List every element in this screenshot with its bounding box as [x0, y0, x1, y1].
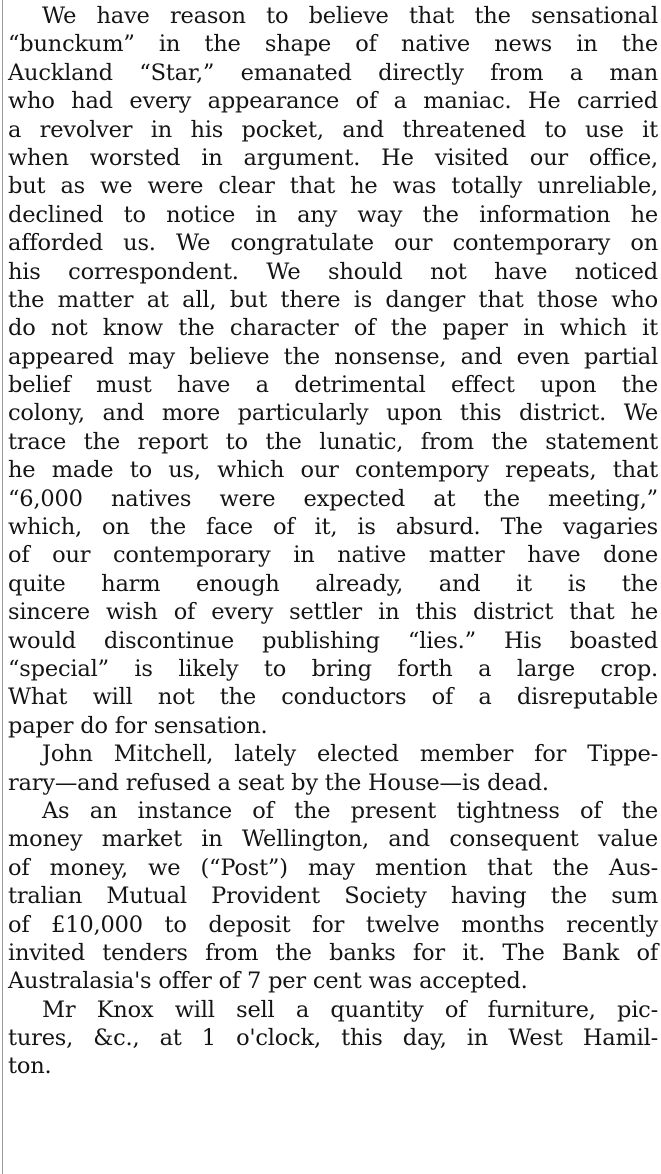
newspaper-column — [8, 2, 658, 1081]
text-line: rary—and refused a seat by the House—is dead. — [8, 769, 549, 796]
text-line: the matter at all, but there is danger that those who — [8, 286, 658, 313]
paragraph-john-mitchell — [8, 740, 658, 797]
text-line: he made to us, which our contempory repeats, that — [8, 457, 658, 484]
text-line: who had every appearance of a maniac. He carried — [8, 88, 658, 115]
text-line: “bunckum” in the shape of native news in the — [8, 31, 658, 58]
text-line: of £10,000 to deposit for twelve months recently — [8, 911, 658, 938]
text-line: a revolver in his pocket, and threatened to use it — [8, 116, 658, 143]
text-line: belief must have a detrimental effect upon the — [8, 372, 658, 399]
text-line: declined to notice in any way the information he — [8, 201, 658, 228]
text-line: “6,000 natives were expected at the meeting,” — [8, 485, 658, 512]
text-line: invited tenders from the banks for it. The Bank of — [8, 939, 658, 966]
paragraph-mr-knox — [8, 996, 658, 1081]
text-line: Mr Knox will sell a quantity of furniture, pic- — [42, 996, 658, 1023]
text-line: which, on the face of it, is absurd. The vagaries — [8, 514, 658, 541]
paragraph-money-market — [8, 797, 658, 996]
text-line: What will not the conductors of a disreputable — [8, 684, 658, 711]
text-line: money market in Wellington, and consequent value — [8, 826, 658, 853]
text-line: Australasia's offer of 7 per cent was accepted. — [8, 968, 528, 995]
text-line: do not know the character of the paper in which it — [8, 315, 658, 342]
text-line: paper do for sensation. — [8, 712, 268, 739]
text-line: “special” is likely to bring forth a large crop. — [8, 655, 658, 682]
text-line: ton. — [8, 1053, 52, 1080]
text-line: appeared may believe the nonsense, and even partial — [8, 343, 658, 370]
text-line: of our contemporary in native matter have done — [8, 542, 658, 569]
text-line: trace the report to the lunatic, from the statement — [8, 428, 658, 455]
text-line: when worsted in argument. He visited our office, — [8, 144, 658, 171]
text-line: afforded us. We congratulate our contemporary on — [8, 230, 658, 257]
text-line: As an instance of the present tightness of the — [42, 797, 658, 824]
text-line: his correspondent. We should not have noticed — [8, 258, 658, 285]
text-line: of money, we (“Post”) may mention that the Aus- — [8, 854, 658, 881]
paragraph-native-news — [8, 2, 658, 740]
text-line: but as we were clear that he was totally unreliable, — [8, 173, 658, 200]
text-line: quite harm enough already, and it is the — [8, 570, 658, 597]
text-line: tralian Mutual Provident Society having the sum — [8, 883, 658, 910]
text-line: colony, and more particularly upon this district. We — [8, 400, 658, 427]
text-line: tures, &c., at 1 o'clock, this day, in West Hamil- — [8, 1025, 658, 1052]
text-line: sincere wish of every settler in this district that he — [8, 599, 658, 626]
text-line: would discontinue publishing “lies.” His boasted — [8, 627, 658, 654]
text-line: John Mitchell, lately elected member for Tippe- — [42, 741, 658, 768]
text-line: Auckland “Star,” emanated directly from a man — [8, 59, 658, 86]
column-rule — [2, 0, 3, 1174]
text-line: We have reason to believe that the sensational — [42, 3, 658, 29]
